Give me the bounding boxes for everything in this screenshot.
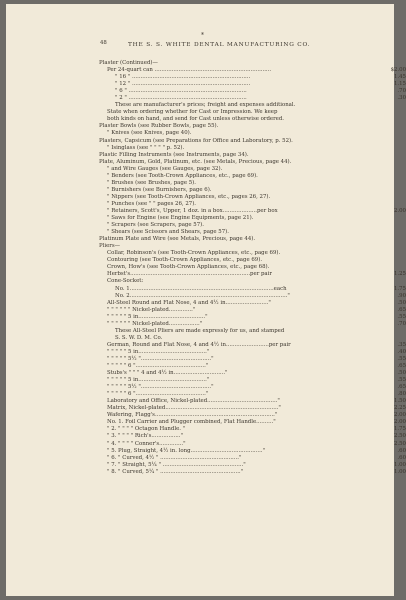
line-price: 2.00 — [393, 412, 406, 419]
line-text: These are manufacturer's prices; freight and expenses additional. — [115, 102, 296, 109]
catalog-line — [99, 264, 354, 271]
line-text: " " " " " 5½ "........................................." — [107, 355, 214, 362]
line-price: .55 — [397, 377, 406, 384]
line-text: " Scrapers (see Scrapers, page 57). — [107, 222, 204, 229]
line-text: " Retainers, Scott's, Upper, 1 doz. in a box....................per box — [107, 207, 278, 214]
catalog-body — [99, 60, 406, 476]
catalog-line — [99, 194, 354, 201]
catalog-line — [99, 292, 406, 300]
catalog-line — [99, 391, 406, 398]
catalog-line — [99, 67, 406, 74]
line-text: Plaster (Continued)— — [99, 60, 158, 66]
catalog-line — [99, 180, 354, 187]
catalog-line — [99, 440, 406, 448]
catalog-line — [99, 370, 406, 377]
catalog-line — [99, 102, 354, 109]
catalog-line — [99, 341, 406, 349]
line-text: " Isinglass (see " " " " p. 52). — [107, 144, 185, 151]
line-text: Contouring (see Tooth-Crown Appliances, etc., page 69). — [107, 257, 263, 264]
catalog-line — [99, 433, 406, 440]
catalog-line — [99, 271, 406, 278]
line-price: 1.75 — [393, 285, 406, 292]
line-price: .70 — [397, 320, 406, 327]
catalog-line — [99, 60, 354, 67]
catalog-line — [99, 348, 406, 356]
line-price: 2.50 — [393, 440, 406, 447]
line-price: .60 — [397, 447, 406, 454]
line-text: " " " " " 5 in........................................" — [107, 348, 210, 355]
line-text: S. S. W. D. M. Co. — [115, 334, 163, 341]
line-price: 1.45 — [393, 74, 406, 81]
line-text: " " " " " 5½ "........................................." — [107, 384, 214, 391]
line-price: 1.75 — [393, 426, 406, 433]
line-text: " Brushes (see Brushes, page 5). — [107, 179, 196, 186]
line-price: .65 — [397, 306, 406, 313]
line-price: .50 — [397, 299, 406, 306]
line-text: " " " " " 5 in......................................." — [107, 313, 208, 320]
line-text: " Benders (see Tooth-Crown Appliances, etc., page 69). — [107, 172, 258, 179]
line-price: .65 — [397, 384, 406, 391]
line-text: " Punches (see " " pages 26, 27). — [107, 200, 197, 207]
line-price: 1.50 — [393, 398, 406, 405]
catalog-line — [99, 363, 406, 370]
line-price: 2.25 — [393, 405, 406, 412]
catalog-line — [99, 398, 406, 405]
line-text: " Saws for Engine (see Engine Equipments, page 21). — [107, 215, 254, 222]
line-text: Laboratory and Office, Nickel-plated........................................." — [107, 398, 280, 405]
catalog-line — [99, 405, 406, 412]
line-text: Wafering, Flagg's......................................................................" — [107, 412, 278, 419]
catalog-line — [99, 109, 354, 116]
line-price: 2.00 — [393, 207, 406, 214]
catalog-line — [99, 384, 406, 391]
line-price: 2.50 — [393, 433, 406, 440]
catalog-line — [99, 88, 406, 95]
catalog-line — [99, 173, 354, 180]
line-text: Herbst's......................................................................per pair — [107, 271, 272, 278]
catalog-line — [99, 320, 406, 328]
line-price: .60 — [397, 454, 406, 461]
line-text: " 2. " " " " Octagon Handle. " — [107, 426, 186, 433]
catalog-line — [99, 207, 406, 215]
line-text: Crown, How's (see Tooth-Crown Appliances, etc., page 68). — [107, 264, 270, 271]
catalog-line — [99, 355, 406, 363]
catalog-line — [99, 138, 354, 145]
catalog-line — [99, 412, 406, 419]
catalog-line — [99, 419, 406, 426]
line-text: " 6. " Curved, 4½ " .............................................." — [107, 454, 242, 461]
catalog-line — [99, 159, 354, 166]
line-text: Cone-Socket: — [107, 278, 144, 285]
line-text: State when ordering whether for Cast or Impression. We keep — [107, 109, 278, 116]
line-price: .35 — [397, 341, 406, 348]
line-price: 2.00 — [393, 419, 406, 426]
line-price: .30 — [397, 95, 406, 102]
line-text: " 7. " Straight, 5¼ " ..............................................." — [107, 461, 246, 468]
line-price: .40 — [397, 348, 406, 355]
line-price: 1.00 — [393, 461, 406, 468]
line-text: " " " " " " Nickel-plated.............." — [107, 306, 196, 313]
line-price: .55 — [397, 313, 406, 320]
line-price: $2.00 — [390, 67, 406, 74]
line-text: " " " " " 5 in........................................" — [107, 377, 210, 384]
catalog-line — [99, 454, 406, 462]
catalog-line — [99, 426, 406, 433]
line-price: .80 — [397, 391, 406, 398]
catalog-line — [99, 447, 406, 455]
catalog-line — [99, 236, 354, 243]
line-price: .55 — [397, 355, 406, 362]
line-text: " 5. Plug, Straight, 4½ in. long.........................................." — [107, 447, 265, 454]
catalog-line — [99, 74, 406, 81]
line-text: These All-Steel Pliers are made expressly for us, and stamped — [115, 327, 285, 334]
line-text: " Nippers (see Tooth-Crown Appliances, etc., pages 26, 27). — [107, 193, 271, 200]
catalog-line — [99, 95, 406, 102]
line-text: " 6 " ..................................................................... — [115, 88, 247, 95]
line-text: Pliers— — [99, 243, 120, 250]
line-text: " Burnishers (see Burnishers, page 6). — [107, 186, 212, 193]
line-text: Per 24-quart can .................................................................... — [107, 67, 272, 74]
line-price: 1.15 — [393, 81, 406, 88]
line-text: No. 2............................................................................................" — [115, 292, 290, 299]
line-text: " 3. " " " " Rich's................." — [107, 433, 183, 440]
line-text: " Shears (see Scissors and Shears, page 57). — [107, 229, 229, 236]
line-text: No. 1....................................................................................each — [115, 285, 287, 292]
line-text: " 2 " ..................................................................... — [115, 95, 247, 102]
catalog-line — [99, 130, 354, 137]
line-price: .70 — [397, 88, 406, 95]
line-text: " 12 " ..................................................................... — [115, 81, 251, 88]
line-text: both kinds on hand, and send for Cast unless otherwise ordered. — [107, 116, 285, 123]
catalog-line — [99, 145, 354, 152]
line-price: .90 — [397, 292, 406, 299]
line-text: " and Wire Gauges (see Gauges, page 32). — [107, 165, 223, 172]
catalog-line — [99, 201, 354, 208]
page-number: 48 — [100, 40, 107, 46]
line-text: German, Round and Flat Nose, 4 and 4½ in.........................per pair — [107, 341, 291, 348]
catalog-line — [99, 468, 406, 476]
catalog-line — [99, 328, 354, 335]
catalog-line — [99, 461, 406, 469]
catalog-line — [99, 313, 406, 321]
catalog-line — [99, 152, 354, 159]
ornament: * — [201, 32, 204, 39]
line-text: " " " " " 6 "........................................." — [107, 363, 209, 370]
running-head: THE S. S. WHITE DENTAL MANUFACTURING CO. — [128, 42, 311, 48]
catalog-line — [99, 187, 354, 194]
line-text: Stubs's " " " 4 and 4½ in.............................." — [107, 370, 228, 377]
catalog-line — [99, 335, 354, 342]
line-text: Plate, Aluminum, Gold, Platinum, etc. (see Metals, Precious, page 44). — [99, 158, 292, 165]
line-price: .65 — [397, 363, 406, 370]
line-price: .50 — [397, 370, 406, 377]
catalog-line — [99, 166, 354, 173]
line-text: Plaster Bowls (see Rubber Bowls, page 55). — [99, 123, 219, 130]
catalog-line — [99, 306, 406, 314]
catalog-line — [99, 81, 406, 88]
line-text: Plasters, Capsicum (see Preparations for Office and Laboratory, p. 52). — [99, 137, 293, 144]
line-text: " Knives (see Knives, page 40). — [107, 130, 192, 137]
line-text: Matrix, Nickel-plated.................................................................." — [107, 405, 281, 412]
catalog-page — [6, 4, 406, 596]
line-price: 1.00 — [393, 468, 406, 475]
catalog-line — [99, 278, 354, 285]
catalog-line — [99, 285, 406, 293]
line-price: 1.25 — [393, 271, 406, 278]
catalog-line — [99, 299, 406, 307]
line-text: All-Steel Round and Flat Nose, 4 and 4½ in........................." — [107, 299, 271, 306]
line-text: " 16 " ..................................................................... — [115, 74, 251, 81]
line-text: Plastic Filling Instruments (see Instruments, page 34). — [99, 151, 249, 158]
line-text: " " " " " " Nickel-plated.................." — [107, 320, 203, 327]
line-text: Collar, Robinson's (see Tooth-Crown Appliances, etc., page 69). — [107, 250, 281, 257]
line-text: Platinum Plate and Wire (see Metals, Precious, page 44). — [99, 236, 256, 243]
line-text: " 4. " " " " Conner's.............." — [107, 440, 186, 447]
line-text: " 8. " Curved, 5¼ " ..............................................." — [107, 468, 244, 475]
line-text: " " " " " 6 "........................................." — [107, 391, 209, 398]
line-text: No. 1. Foil Carrier and Plugger combined, Flat Handle.........." — [107, 419, 276, 426]
